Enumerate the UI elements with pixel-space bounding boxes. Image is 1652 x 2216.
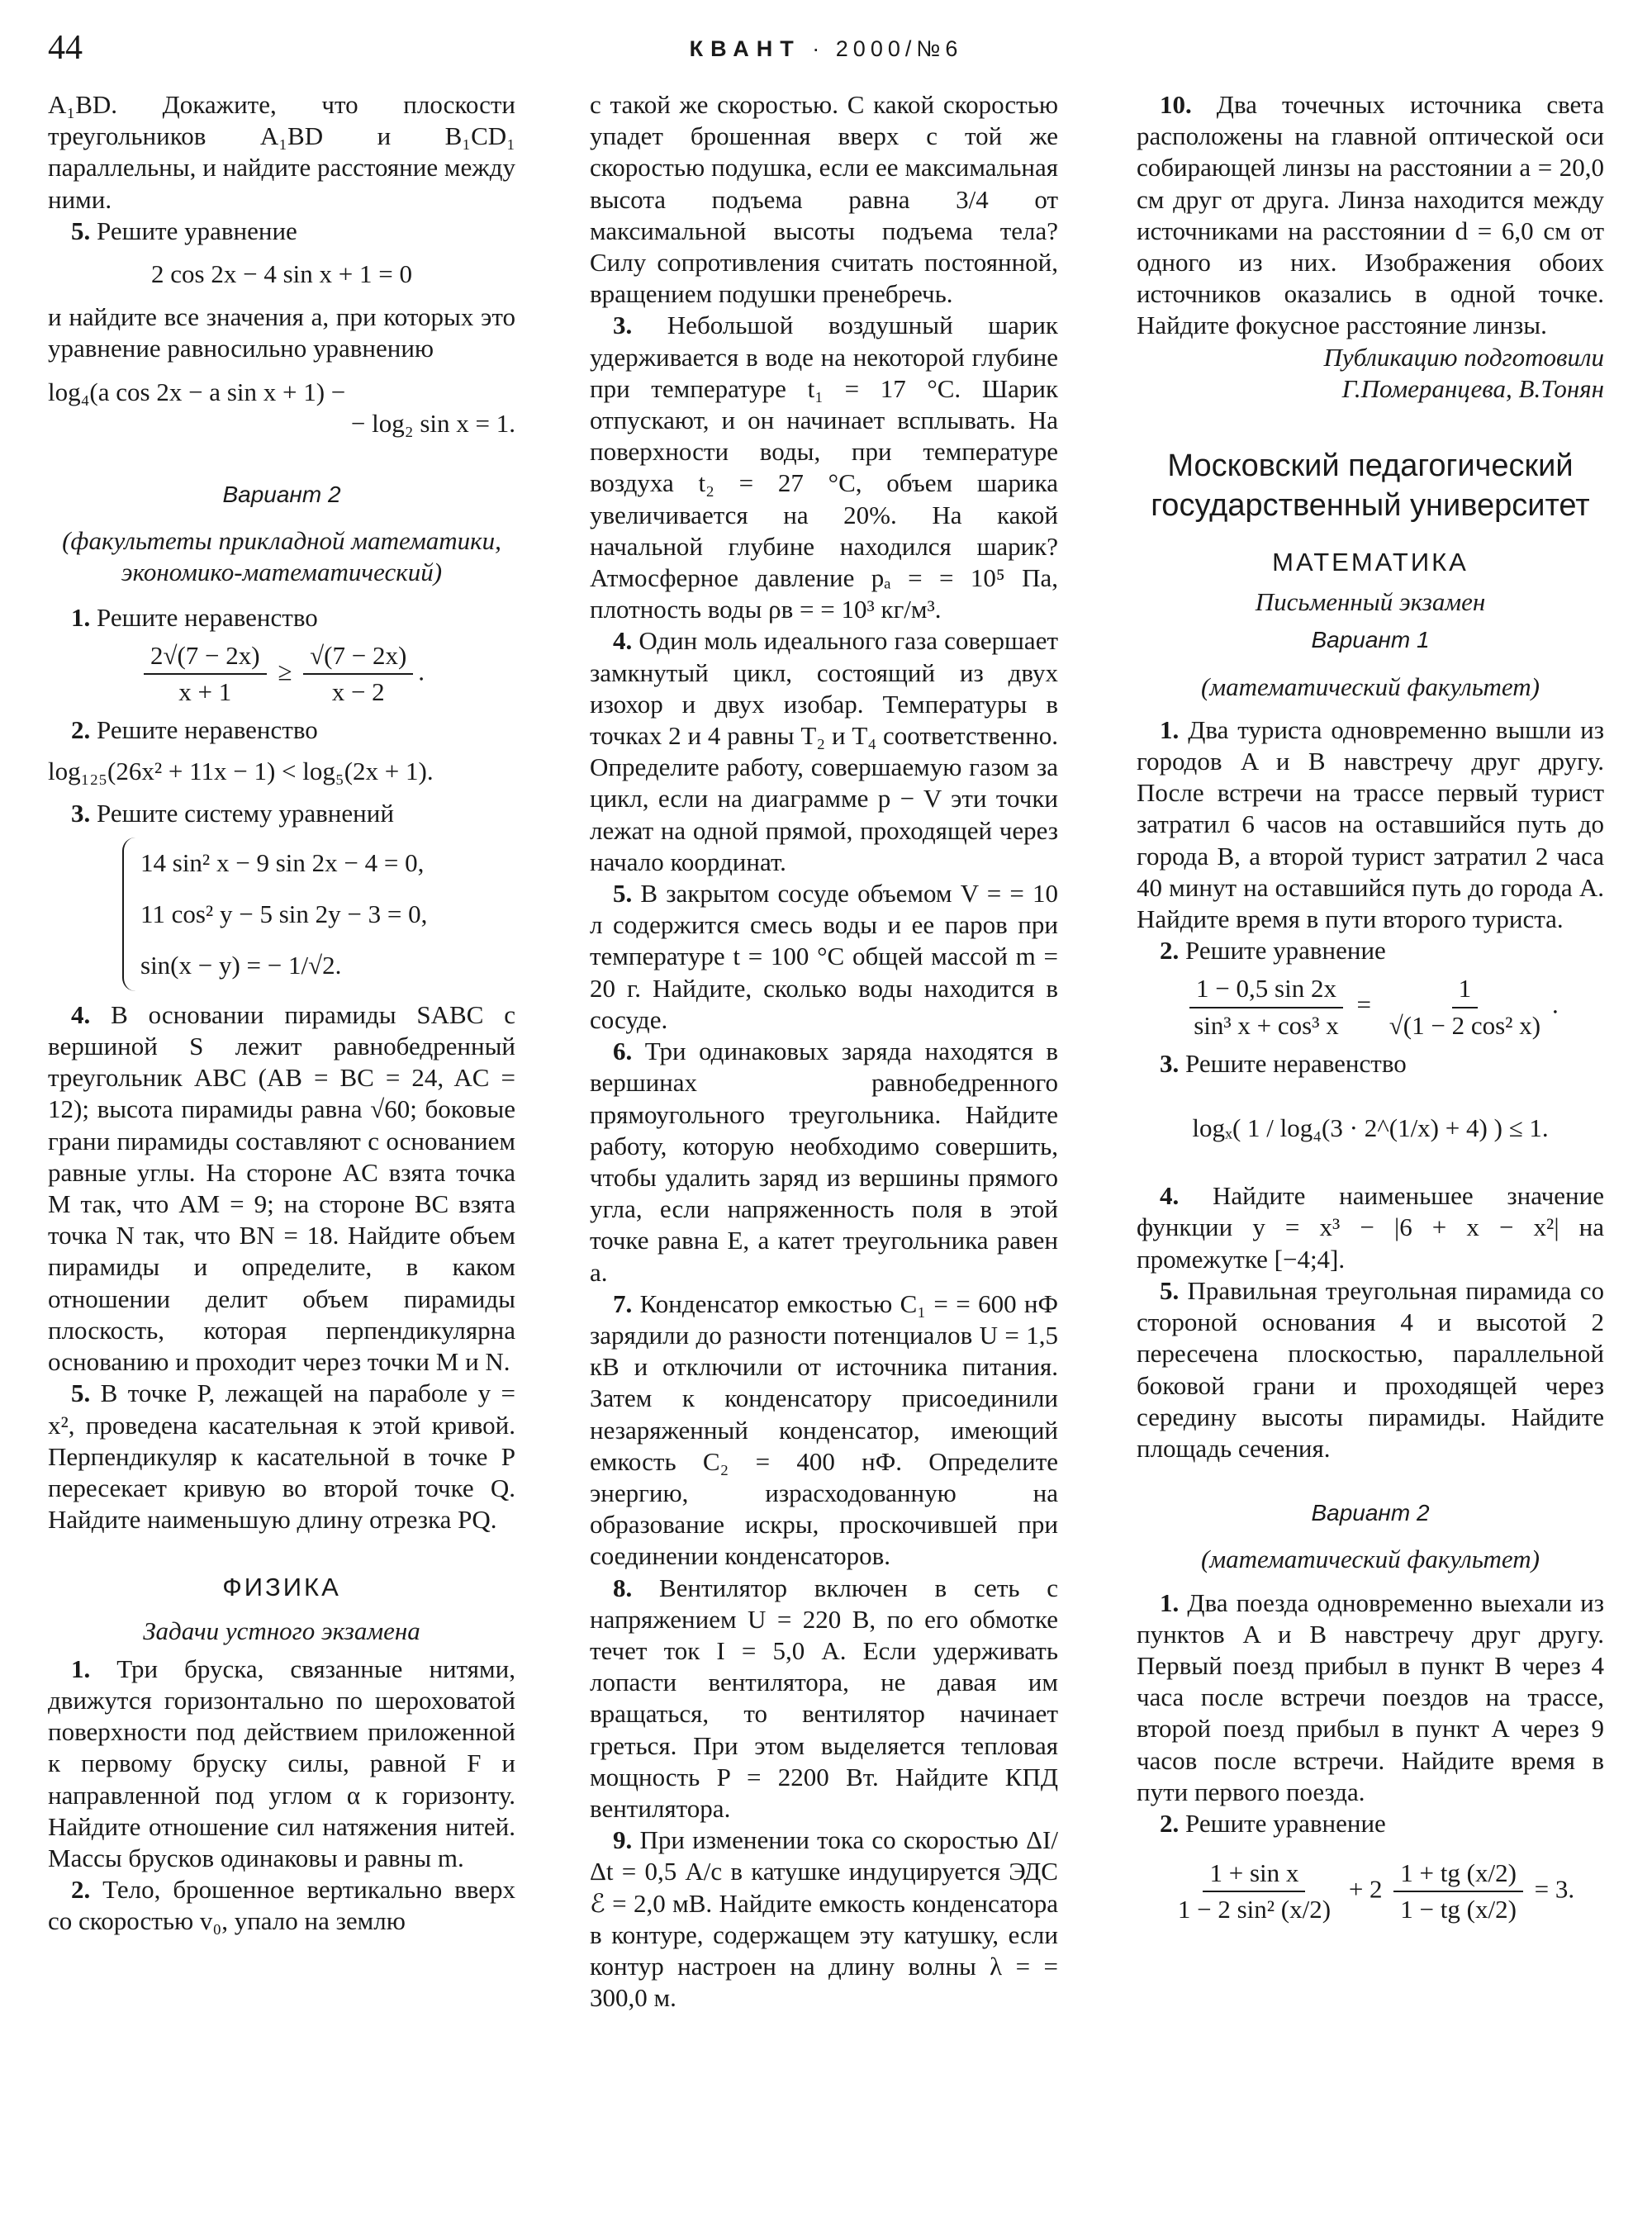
problem-text: Правильная треугольная пирамида со стороной основания 4 и высотой 2 пересечена плоскостью, параллельной боковой грани и проходящей через середину высоты пирамиды. Найдите площадь сечения. [1137, 1275, 1604, 1463]
journal-title: КВАНТ [689, 36, 801, 61]
variant-heading: Вариант 2 [1311, 1500, 1430, 1526]
problem-number: 1. [1160, 1587, 1180, 1617]
paragraph: A₁BD. Докажите, что плоскости треугольников A₁BD и B₁CD₁ параллельны, и найдите расстояние между ними. [48, 90, 515, 214]
problem-1 [48, 602, 515, 633]
inequality: logₓ( 1 / log₄(3 · 2^(1/x) + 4) ) ≤ 1. [1192, 1113, 1549, 1143]
equation: − log₂ sin x = 1. [350, 408, 515, 438]
ge-sign: ≥ [278, 657, 292, 686]
problem-2 [1137, 1808, 1604, 1839]
university-heading: Московский педагогический государственный университет [1151, 448, 1590, 524]
problem-number: 5. [71, 216, 91, 245]
plus-term: + 2 [1348, 1874, 1383, 1904]
problem-text: Решите систему уравнений [90, 798, 394, 828]
denominator: 1 − 2 sin² (x/2) [1177, 1895, 1332, 1924]
equation: 2 cos 2x − 4 sin x + 1 = 0 [151, 259, 412, 289]
equation-system [122, 838, 515, 991]
problem-1 [1137, 714, 1604, 935]
problem-number: 6. [613, 1037, 633, 1066]
problem-text: Тело, брошенное вертикально вверх со скоростью v₀, упало на землю [48, 1875, 515, 1936]
signature-line: Публикацию подготовили [1323, 342, 1604, 372]
equation: log₄(a cos 2x − a sin x + 1) − [48, 377, 346, 406]
problem-5 [590, 878, 1058, 1036]
column-2 [590, 89, 1058, 2014]
problem-text: Решите уравнение [1179, 1808, 1386, 1838]
problem-text: Решите неравенство [90, 602, 318, 632]
problem-5 [48, 216, 515, 247]
problem-9 [590, 1825, 1058, 2014]
fraction [1171, 1858, 1337, 1925]
fraction [303, 640, 413, 708]
running-header [0, 36, 1652, 62]
denominator: x − 2 [331, 677, 385, 707]
problem-number: 1. [71, 1654, 91, 1683]
fraction [1187, 973, 1346, 1041]
problem-5 [1137, 1275, 1604, 1464]
problem-text: В закрытом сосуде объемом V = = 10 л содержится смесь воды и ее паров при температуре t = 100 °С общей массой m = 20 г. Найдите, сколько воды находится в сосуде. [590, 879, 1058, 1034]
problem-text: Решите неравенство [90, 715, 318, 745]
problem-number: 7. [613, 1288, 633, 1318]
problem-text: Три бруска, связанные нитями, движутся горизонтально по шероховатой поверхности под действием приложенной к первому бруску силы, равной F и направленной под углом α к горизонту. Найдите отношение сил натяжения нитей. Массы брусков одинаковы и равны m. [48, 1654, 515, 1872]
subsection-heading: Письменный экзамен [1255, 587, 1486, 617]
paragraph: с такой же скоростью. С какой скоростью упадет брошенная вверх с той же скоростью подушка, если ее максимальная высота подъема равна 3/4 от максимальной высоты подъема тела? Силу сопротивления считать постоянной, вращением подушки пренебречь. [590, 90, 1058, 309]
faculty-heading: (математический факультет) [1201, 1545, 1540, 1574]
problem-text: Найдите наименьшее значение функции y = x³ − |6 + x − x²| на промежутке [−4;4]. [1137, 1181, 1604, 1274]
problem-text: В основании пирамиды SABC с вершиной S лежит равнобедренный треугольник ABC (AB = BC = 24, AC = 12); высота пирамиды равна √60; боковые грани пирамиды составляют с основанием равные углы. На стороне AC взята точка M так, что AM = 9; на стороне BC взята точка N так, что BN = 18. Найдите объем пирамиды и определите, в каком отношении делит объем пирамиды плоскость, которая перпендикулярна основанию и проходит через точки M и N. [48, 999, 515, 1377]
problem-4 [48, 999, 515, 1378]
problem-number: 4. [71, 999, 91, 1029]
problem-2 [48, 714, 515, 746]
denominator: 1 − tg (x/2) [1400, 1895, 1517, 1924]
problem-text: Три одинаковых заряда находятся в вершинах равнобедренного прямоугольного треугольника. Найдите работу, которую необходимо совершить, чтобы удалить заряд из вершины прямого угла, если напряженность поля в этой точке равна E, а катет треугольника равен a. [590, 1037, 1058, 1287]
problem-number: 4. [613, 626, 633, 656]
system-equation: sin(x − y) = − 1/√2. [140, 950, 342, 980]
section-heading: ФИЗИКА [222, 1573, 341, 1602]
problem-7 [590, 1288, 1058, 1573]
problem-text: Небольшой воздушный шарик удерживается в воде на некоторой глубине при температуре t₁ = 17 °С. Шарик отпускают, и он начинает всплывать. На поверхности воды, при температуре воздуха t₂ = 27 °С, объем шарика увеличивается на 20%. На какой начальной глубине находился шарик? Атмосферное давление pₐ = = 10⁵ Па, плотность воды ρв = = 10³ кг/м³. [590, 311, 1058, 624]
numerator: 1 − 0,5 sin 2x [1189, 973, 1343, 1008]
section-heading: МАТЕМАТИКА [1272, 548, 1469, 577]
problem-number: 1. [1160, 714, 1180, 744]
problem-5 [48, 1378, 515, 1535]
fraction [144, 640, 267, 708]
system-lines [140, 838, 427, 991]
paragraph: и найдите все значения a, при которых это уравнение равносильно уравнению [48, 302, 515, 363]
fraction [1393, 1858, 1523, 1925]
equation [1137, 1858, 1604, 1925]
problem-number: 9. [613, 1825, 633, 1855]
problem-6 [590, 1036, 1058, 1288]
numerator: √(7 − 2x) [303, 640, 413, 675]
problem-number: 3. [1160, 1048, 1180, 1078]
problem-4 [590, 625, 1058, 878]
system-equation: 14 sin² x − 9 sin 2x − 4 = 0, [140, 847, 425, 877]
issue-number: · 2000/№6 [812, 36, 963, 61]
variant-heading: Вариант 1 [1311, 627, 1430, 653]
problem-text: Два поезда одновременно выехали из пунктов A и B навстречу друг другу. Первый поезд прибыл в пункт B через 4 часа после встречи поездов на трассе, второй поезд прибыл в пункт A через 9 часов после встречи. Найдите время в пути первого поезда. [1137, 1587, 1604, 1806]
equals-sign: = [1356, 989, 1372, 1019]
problem-number: 3. [613, 311, 633, 340]
problem-2 [1137, 935, 1604, 966]
column-1 [48, 89, 515, 1938]
inequality: log₁₂₅(26x² + 11x − 1) < log₅(2x + 1). [48, 757, 434, 786]
denominator: x + 1 [178, 677, 232, 707]
problem-number: 3. [71, 798, 91, 828]
problem-text: Один моль идеального газа совершает замкнутый цикл, состоящий из двух изохор и двух изобар. Температуры в точках 2 и 4 равны T₂ и T₄ соответственно. Определите работу, совершаемую газом за цикл, если на диаграмме p − V эти точки лежат на одной прямой, проходящей через начало координат. [590, 626, 1058, 876]
numerator: 2√(7 − 2x) [144, 640, 267, 675]
problem-text: Вентилятор включен в сеть с напряжением U = 220 В, по его обмотке течет ток I = 5,0 А. Если удерживать лопасти вентилятора, не давая им вращаться, то вентилятор начинает греться. При этом выделяется тепловая мощность P = 2200 Вт. Найдите КПД вентилятора. [590, 1573, 1058, 1823]
left-brace [122, 838, 135, 991]
fraction [1383, 973, 1547, 1041]
problem-number: 5. [71, 1378, 91, 1408]
denominator: √(1 − 2 cos² x) [1389, 1010, 1541, 1040]
page-number: 44 [48, 29, 83, 67]
problem-number: 10. [1160, 90, 1192, 119]
problem-2 [48, 1874, 515, 1937]
problem-8 [590, 1573, 1058, 1825]
variant-heading: Вариант 2 [222, 482, 341, 508]
problem-number: 5. [1160, 1275, 1180, 1305]
problem-text: Два точечных источника света расположены на главной оптической оси собирающей линзы на расстоянии a = 20,0 см друг от друга. Линза находится между источниками на расстоянии d = 6,0 см от одного из них. Изображения обоих источников оказались в одной точке. Найдите фокусное расстояние линзы. [1137, 90, 1604, 340]
problem-number: 2. [1160, 1808, 1180, 1838]
faculty-heading: (факультеты прикладной математики, экономико-математический) [62, 526, 501, 587]
problem-number: 2. [71, 1875, 91, 1905]
problem-10 [1137, 89, 1604, 342]
problem-text: Два туриста одновременно вышли из городов A и B навстречу друг другу. После встречи на трассе первый турист затратил 6 часов на оставшийся путь до города B, а второй турист затратил 2 часа 40 минут на оставшийся путь до города A. Найдите время в пути второго туриста. [1137, 714, 1604, 934]
problem-1 [1137, 1587, 1604, 1808]
signature-names: Г.Померанцева, В.Тонян [1341, 373, 1604, 403]
problem-3 [590, 310, 1058, 625]
problem-number: 4. [1160, 1181, 1180, 1211]
problem-text: Решите уравнение [90, 216, 297, 245]
problem-1 [48, 1654, 515, 1874]
problem-number: 2. [71, 715, 91, 745]
system-equation: 11 cos² y − 5 sin 2y − 3 = 0, [140, 899, 428, 928]
problem-3 [48, 798, 515, 829]
problem-number: 1. [71, 602, 91, 632]
problem-number: 2. [1160, 936, 1180, 966]
problem-text: В точке P, лежащей на параболе y = x², проведена касательная к этой кривой. Перпендикуляр к касательной в точке P пересекает кривую во второй точке Q. Найдите наименьшую длину отрезка PQ. [48, 1378, 515, 1535]
column-3 [1137, 89, 1604, 1926]
equals-rhs: = 3. [1534, 1874, 1575, 1904]
problem-text: При изменении тока со скоростью ΔI/Δt = 0,5 А/с в катушке индуцируется ЭДС ℰ = 2,0 мВ. Найдите емкость конденсатора в контуре, содержащем эту катушку, если контур настроен на длину волны λ = = 300,0 м. [590, 1825, 1058, 2013]
problem-number: 5. [613, 879, 633, 909]
problem-4 [1137, 1180, 1604, 1275]
inequality: $\frac{2√(7 - 2x)}{x + 1}$ ≥ $\frac{√(7 - 2x)}{x - 2}$ . [48, 640, 515, 708]
problem-text: Решите неравенство [1179, 1048, 1407, 1078]
numerator: 1 [1452, 973, 1479, 1008]
denominator: sin³ x + cos³ x [1194, 1010, 1339, 1040]
problem-text: Решите уравнение [1179, 936, 1386, 966]
subsection-heading: Задачи устного экзамена [143, 1616, 420, 1645]
problem-text: Конденсатор емкостью C₁ = = 600 нФ зарядили до разности потенциалов U = 1,5 кВ и отключили от источника питания. Затем к конденсатору присоединили незаряженный конденсатор, имеющий емкость C₂ = 400 нФ. Определите энергию, израсходованную на образование искры, проскочившей при соединении конденсаторов. [590, 1288, 1058, 1571]
numerator: 1 + tg (x/2) [1393, 1858, 1523, 1892]
faculty-heading: (математический факультет) [1201, 671, 1540, 701]
numerator: 1 + sin x [1203, 1858, 1305, 1892]
equation: $\frac{1 - 0,5 \sin 2x}{\text{sin³ x + cos³ x}}$ = $\frac{1}{\text{√(1 − 2 cos² x)}}$ . [1137, 973, 1604, 1041]
problem-number: 8. [613, 1573, 633, 1602]
problem-3 [1137, 1048, 1604, 1080]
